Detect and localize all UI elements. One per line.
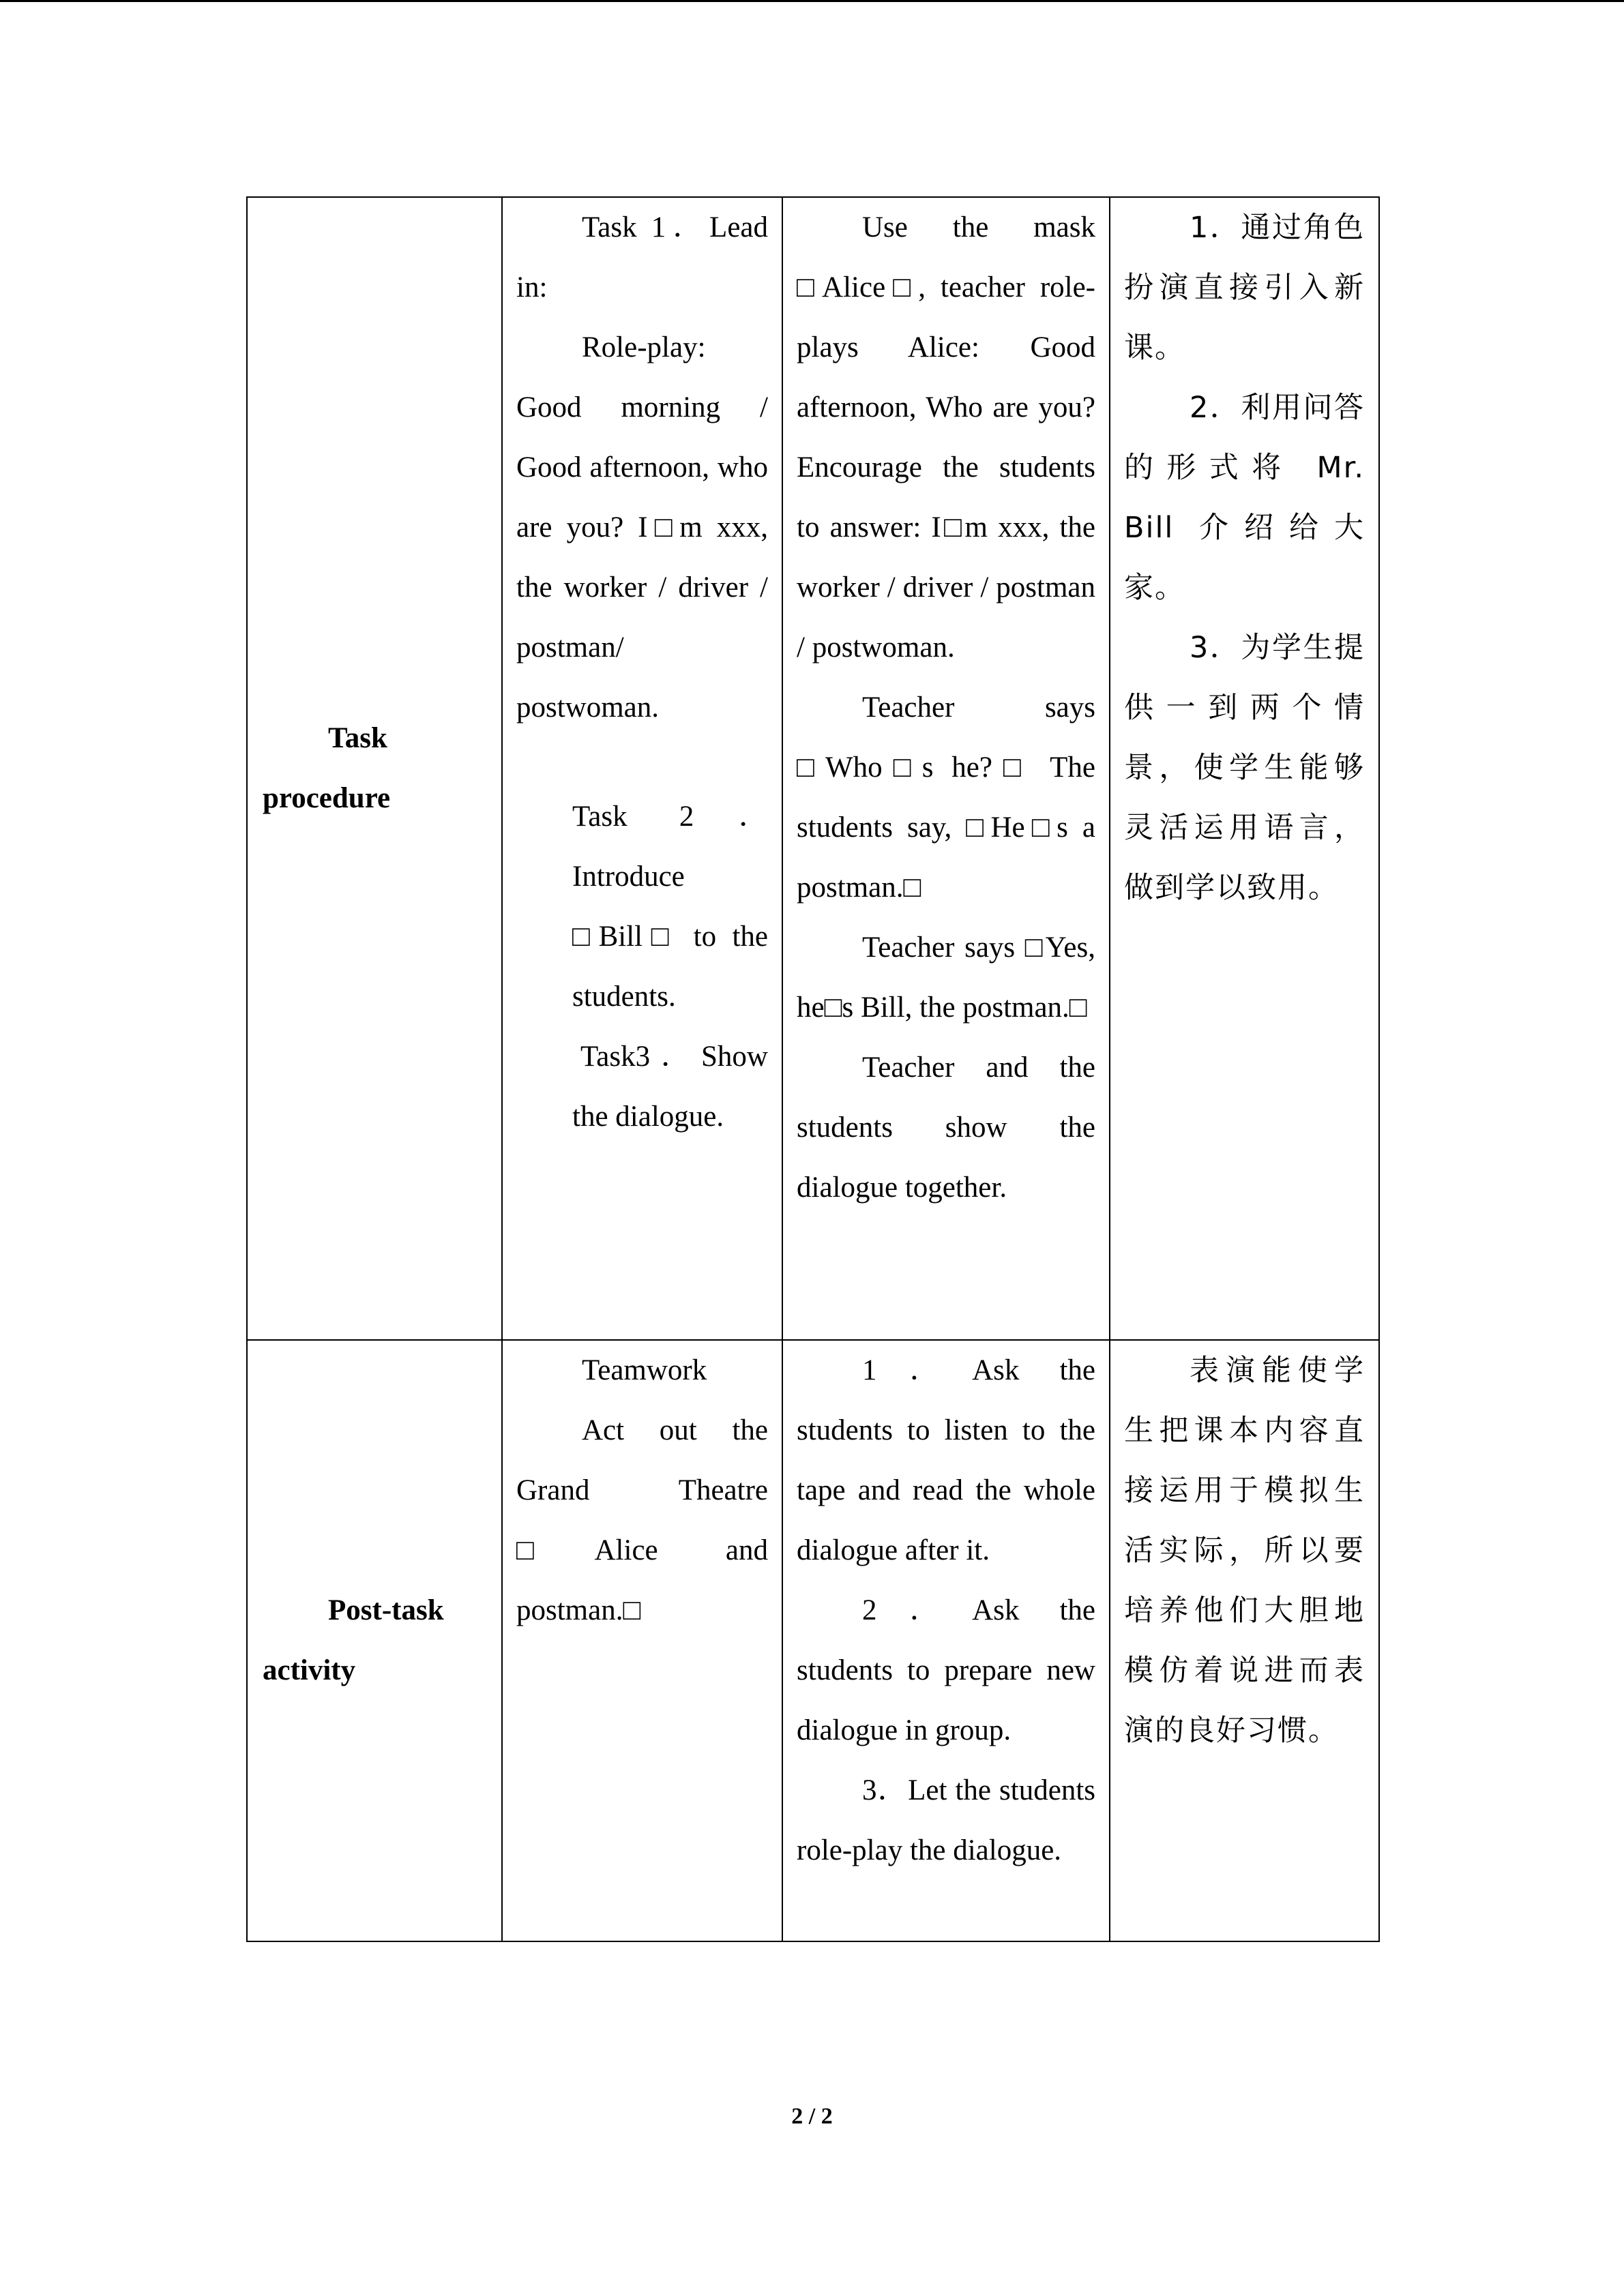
row-label-line1: Task xyxy=(328,722,387,754)
teacher-activity-cell xyxy=(782,197,1110,1340)
act-out-text: Act out the Grand Theatre □Alice and postman.□ xyxy=(516,1414,768,1626)
content-cell xyxy=(502,1340,782,1941)
row-label-post-task xyxy=(247,1340,502,1941)
teacher-activity-3: Teacher says □Yes, he□s Bill, the postman.□ xyxy=(797,931,1095,1024)
lesson-plan-table xyxy=(246,196,1380,1942)
row-label-line1: Post-task xyxy=(328,1594,444,1626)
teacher-activity-cell xyxy=(782,1340,1110,1941)
purpose-2: 2．利用问答的形式将 Mr. Bill 介绍给大家。 xyxy=(1124,391,1365,605)
row-label-line2: activity xyxy=(263,1654,356,1686)
row-label-task-procedure xyxy=(247,197,502,1340)
sub-task-block xyxy=(516,787,768,1147)
teacher-activity-2: Teacher says □Who□s he?□ The students say, □He□s a postman.□ xyxy=(797,691,1095,904)
top-border-line xyxy=(0,0,1624,2)
teacher-activity-1: Use the mask □Alice□, teacher role-plays Alice: Good afternoon, Who are you? Encourage the students to answer: I□m xxx, the worker / driver / postman / postwoman. xyxy=(797,211,1095,664)
teacher-activity-2: 2．Ask the students to prepare new dialogue in group. xyxy=(797,1594,1095,1746)
teacher-activity-4: Teacher and the students show the dialogue together. xyxy=(797,1052,1095,1204)
purpose-1: 表演能使学生把课本内容直接运用于模拟生活实际，所以要培养他们大胆地模仿着说进而表演的良好习惯。 xyxy=(1124,1354,1365,1748)
task2-text: Task 2．Introduce □Bill□ to the students. xyxy=(572,801,768,1013)
purpose-1: 1．通过角色扮演直接引入新课。 xyxy=(1124,211,1365,365)
spacer xyxy=(516,738,768,787)
teacher-activity-1: 1．Ask the students to listen to the tape and read the whole dialogue after it. xyxy=(797,1354,1095,1566)
purpose-3: 3．为学生提供一到两个情景，使学生能够灵活运用语言，做到学以致用。 xyxy=(1124,631,1365,905)
teacher-activity-3: 3．Let the students role-play the dialogue. xyxy=(797,1774,1095,1866)
roleplay-text: Role-play: Good morning / Good afternoon, who are you? I□m xxx, the worker / driver / postman/ postwoman. xyxy=(516,331,768,724)
row-label-line2: procedure xyxy=(263,782,391,814)
teamwork-text: Teamwork xyxy=(582,1354,707,1386)
table-row-task-procedure xyxy=(247,197,1379,1340)
page-number: 2 / 2 xyxy=(791,2104,833,2129)
purpose-cell xyxy=(1110,1340,1379,1941)
task3-text: Task3．Show the dialogue. xyxy=(572,1041,768,1133)
purpose-cell xyxy=(1110,197,1379,1340)
content-cell xyxy=(502,197,782,1340)
table-row-post-task xyxy=(247,1340,1379,1941)
task1-text: Task 1．Lead in: xyxy=(516,211,768,303)
